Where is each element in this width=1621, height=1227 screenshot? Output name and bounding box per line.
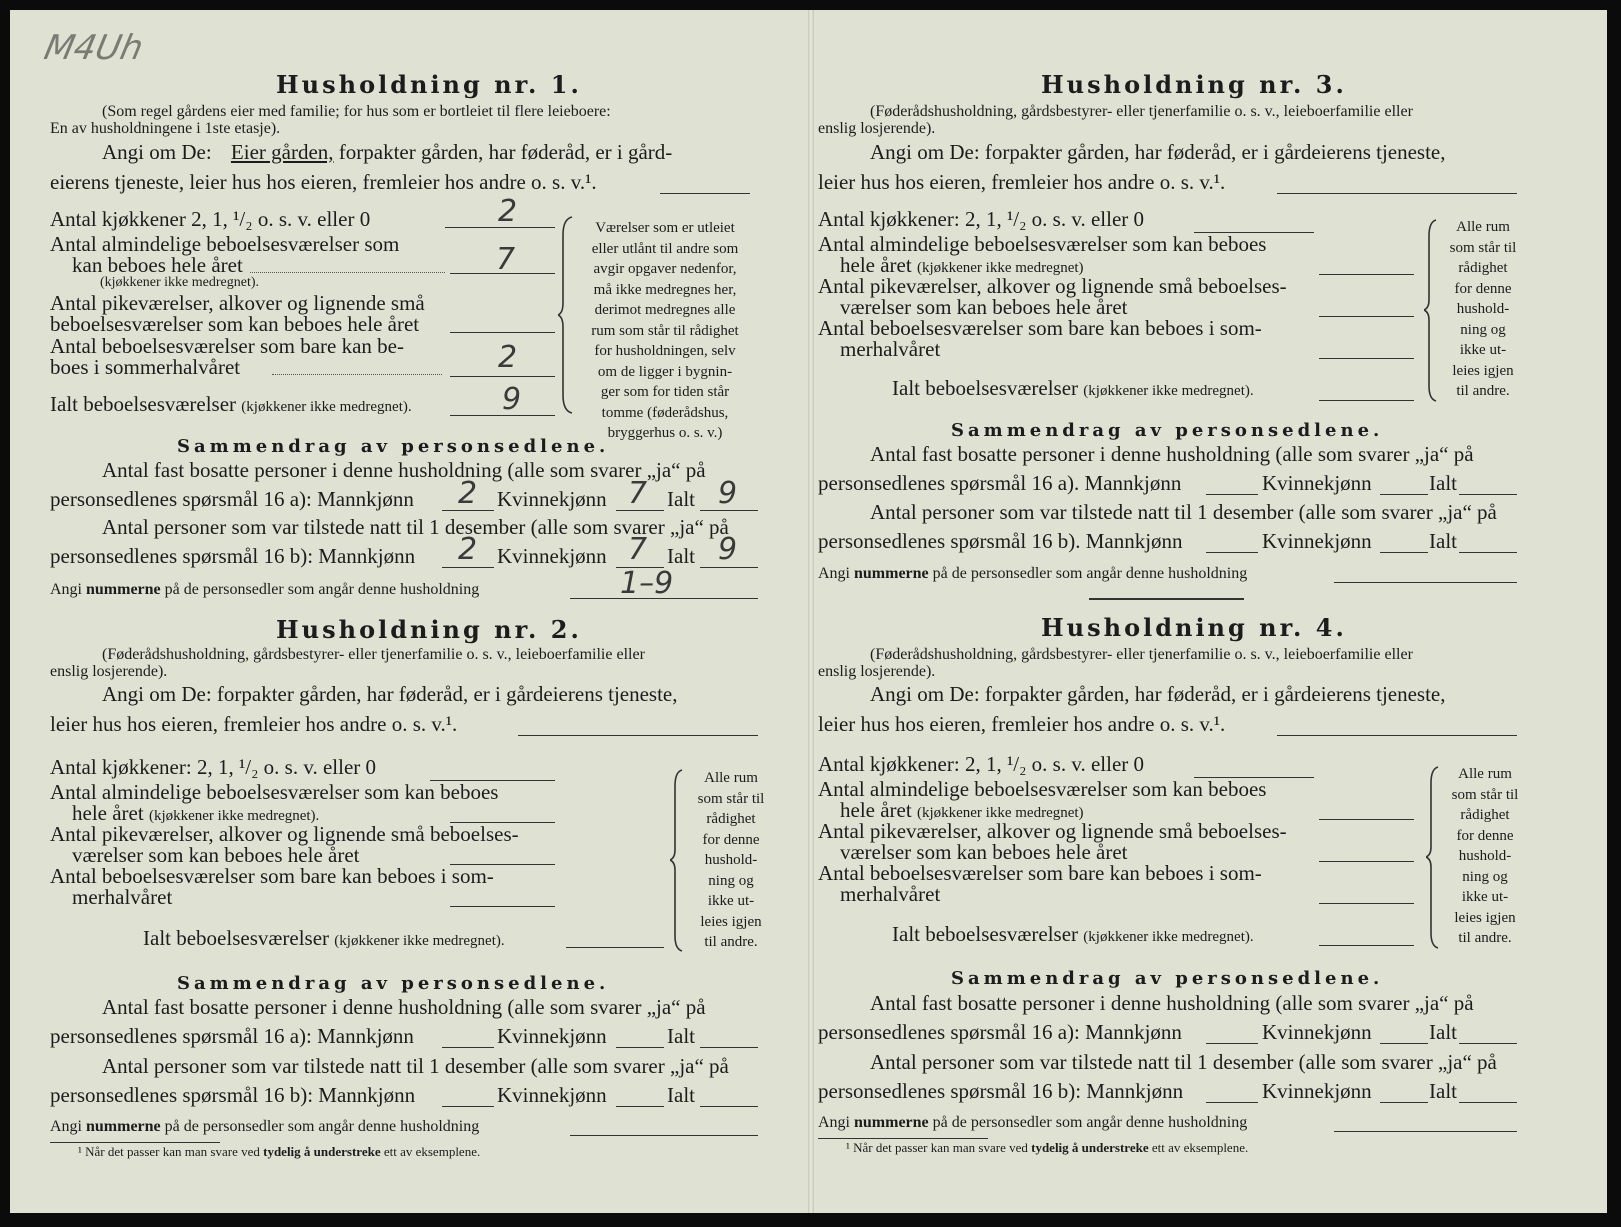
total-rooms-value: 9 [502,382,522,417]
h3-16a-ialt-field[interactable] [1459,494,1517,495]
h4-maid-label-line1: Antal pikeværelser, alkover og lignende små beboelses- [818,819,1287,843]
footnote-rule-right [818,1138,988,1139]
h3-angi-answer-line[interactable] [1277,193,1517,194]
h2-summer-label-line2: merhalvåret [72,885,173,909]
section-divider [1089,598,1244,600]
h4-16b-mann-field[interactable] [1206,1102,1258,1103]
h2-maid-label-line1: Antal pikeværelser, alkover og lignende små beboelses- [50,822,519,846]
h3-16b-kvinne-field[interactable] [1380,552,1428,553]
h2-16b-ialt: Ialt [667,1083,695,1107]
rooms-label-line2: kan beboes hele året [72,253,243,277]
h2-maid-label-line2: værelser som kan beboes hele året [72,843,360,867]
h4-16b-kvinne-field[interactable] [1380,1102,1428,1103]
census-form-sheet [10,10,1607,1213]
summer-rooms-value: 2 [498,340,518,375]
h4-16b-line1: Antal personer som var tilstede natt til 1 desember (alle som svarer „ja“ på [870,1050,1497,1074]
summer-rooms-label-line2: boes i sommerhalvåret [50,355,241,379]
h3-16b-ialt-field[interactable] [1459,552,1517,553]
h3-rooms-label-line1: Antal almindelige beboelsesværelser som kan beboes [818,232,1267,256]
h4-summer-field[interactable] [1319,903,1414,904]
h4-rooms-field[interactable] [1319,819,1414,820]
h3-16b-line1: Antal personer som var tilstede natt til 1 desember (alle som svarer „ja“ på [870,500,1497,524]
h2-16b-ialt-field[interactable] [700,1106,758,1107]
h4-16a-line1: Antal fast bosatte personer i denne husholdning (alle som svarer „ja“ på [870,991,1474,1015]
household-4-summary-title: Sammendrag av personsedlene. [951,968,1384,989]
angi-rest: forpakter gården, har føderåd, er i gård- [338,140,673,164]
h1-16b-ialt: Ialt [667,544,695,568]
h4-16b-line2: personsedlenes spørsmål 16 b): Mannkjønn [818,1079,1184,1103]
kitchens-label: Antal kjøkkener 2, 1, ¹/₂ o. s. v. eller 0 [50,207,371,231]
h3-16b-kvinne: Kvinnekjønn [1262,529,1372,553]
rooms-value: 7 [496,242,516,277]
total-rooms-label [50,392,412,417]
maid-rooms-label-line2: beboelsesværelser som kan beboes hele året [50,312,420,336]
household-2-summary-title: Sammendrag av personsedlene. [177,973,610,994]
h4-16a-mann-field[interactable] [1206,1043,1258,1044]
h3-16a-mann-field[interactable] [1206,494,1258,495]
h4-summer-label-line2: merhalvåret [840,882,941,906]
h4-16b-kvinne: Kvinnekjønn [1262,1079,1372,1103]
household-2-note-line1: (Føderådshusholdning, gårdsbestyrer- eller tjenerfamilie o. s. v., leieboerfamilie eller [102,646,645,663]
h1-16b-line2: personsedlenes spørsmål 16 b): Mannkjønn [50,544,416,568]
right-page [814,10,1607,1213]
h2-16a-ialt-field[interactable] [700,1047,758,1048]
h3-rooms-label-line2: hele året (kjøkkener ikke medregnet) [840,253,1084,277]
household-1-note-line1: (Som regel gårdens eier med familie; for hus som er bortleiet til flere leieboere: [102,103,611,120]
brace-4 [1426,765,1440,950]
total-rooms-paren: (kjøkkener ikke medregnet). [241,399,412,415]
maid-rooms-label-line1: Antal pikeværelser, alkover og lignende små [50,291,425,315]
h3-maid-field[interactable] [1319,316,1414,317]
household-4-angi-line2: leier hus hos eieren, fremleier hos andre o. s. v.¹. [818,712,1226,736]
h2-angi-answer-line[interactable] [518,735,758,736]
rooms-label-line1: Antal almindelige beboelsesværelser som [50,232,400,256]
household-2-note-line2: enslig losjerende). [50,663,168,680]
h3-summer-field[interactable] [1319,358,1414,359]
h4-maid-label-line2: værelser som kan beboes hele året [840,840,1128,864]
h2-16a-kvinne: Kvinnekjønn [497,1024,607,1048]
household-4-note-line2: enslig losjerende). [818,663,936,680]
h1-16b-mann-value: 2 [458,532,478,567]
h2-total-field[interactable] [566,947,664,948]
h4-numbers-label: Angi nummerne på de personsedler som angår denne husholdning [818,1114,1248,1131]
h2-summer-field[interactable] [450,906,555,907]
h2-numbers-field[interactable] [570,1135,758,1136]
h3-16b-line2: personsedlenes spørsmål 16 b). Mannkjønn [818,529,1183,553]
h1-16a-mann-value: 2 [458,476,478,511]
footnote-left: ¹ Når det passer kan man svare ved tydelig å understreke ett av eksemplene. [78,1144,481,1159]
h3-numbers-label: Angi nummerne på de personsedler som angår denne husholdning [818,565,1248,582]
h2-16b-kvinne-field[interactable] [616,1106,664,1107]
h4-16a-kvinne-field[interactable] [1380,1043,1428,1044]
h3-summer-label-line2: merhalvåret [840,337,941,361]
brace-2 [670,768,684,953]
h3-rooms-field[interactable] [1319,274,1414,275]
household-2-title: Husholdning nr. 2. [276,615,582,644]
household-1-title: Husholdning nr. 1. [276,70,582,99]
brace-1-note: Værelser som er utleiet eller utlånt til andre som avgir opgaver nedenfor, må ikke medregnes her, derimot medregnes alle rum som står til rådighet for husholdningen, selv om de ligger i bygnin- ger som for tiden står tomme (føderådshus, bryggerhus o. s. v.) [591,220,739,441]
h4-16a-ialt: Ialt [1429,1020,1457,1044]
h3-kitchens-label: Antal kjøkkener: 2, 1, ¹/₂ o. s. v. eller 0 [818,207,1145,231]
h4-16a-line2: personsedlenes spørsmål 16 a): Mannkjønn [818,1020,1182,1044]
h3-16a-kvinne-field[interactable] [1380,494,1428,495]
h2-total-label: Ialt beboelsesværelser (kjøkkener ikke medregnet). [143,926,505,950]
h3-maid-label-line2: værelser som kan beboes hele året [840,295,1128,319]
footnote-right: ¹ Når det passer kan man svare ved tydelig å understreke ett av eksemplene. [846,1140,1249,1155]
h2-numbers-label: Angi nummerne på de personsedler som angår denne husholdning [50,1118,480,1135]
h3-16a-line1: Antal fast bosatte personer i denne husholdning (alle som svarer „ja“ på [870,442,1474,466]
household-3-title: Husholdning nr. 3. [1041,70,1347,99]
h1-16a-kvinne: Kvinnekjønn [497,487,607,511]
brace-2-note: Alle rum som står til rådighet for denne hushold- ning og ikke ut- leies igjen til andre. [697,770,765,950]
summer-leader-dots [272,374,442,375]
maid-rooms-field[interactable] [450,332,555,333]
household-4-note-line1: (Føderådshusholdning, gårdsbestyrer- eller tjenerfamilie o. s. v., leieboerfamilie eller [870,646,1413,663]
h3-numbers-field[interactable] [1334,582,1517,583]
h1-16b-mann-field[interactable] [442,567,494,568]
h1-16b-ialt-field[interactable] [700,567,758,568]
angi-answer-line[interactable] [660,193,750,194]
h2-kitchens-label: Antal kjøkkener: 2, 1, ¹/₂ o. s. v. eller 0 [50,755,377,779]
brace-1 [558,215,576,415]
brace-3-note: Alle rum som står til rådighet for denne hushold- ning og ikke ut- leies igjen til andre. [1449,219,1517,399]
h2-rooms-label-line1: Antal almindelige beboelsesværelser som kan beboes [50,780,499,804]
h3-summer-label-line1: Antal beboelsesværelser som bare kan beboes i som- [818,316,1262,340]
footnote-rule [50,1142,220,1143]
h1-16a-line2: personsedlenes spørsmål 16 a): Mannkjønn [50,487,414,511]
h2-16a-ialt: Ialt [667,1024,695,1048]
h3-total-field[interactable] [1319,400,1414,401]
h3-16b-ialt: Ialt [1429,529,1457,553]
angi-prefix: Angi om De: [102,140,212,164]
h3-16a-ialt: Ialt [1429,471,1457,495]
h2-rooms-label-line2: hele året (kjøkkener ikke medregnet). [72,801,320,825]
household-1-angi-line1 [102,140,672,165]
brace-4-note: Alle rum som står til rådighet for denne hushold- ning og ikke ut- leies igjen til andre. [1451,766,1519,946]
h1-numbers-value: 1–9 [620,566,674,601]
h4-total-field[interactable] [1319,945,1414,946]
household-4-title: Husholdning nr. 4. [1041,613,1347,642]
h3-total-label: Ialt beboelsesværelser (kjøkkener ikke medregnet). [892,376,1254,400]
h2-16b-kvinne: Kvinnekjønn [497,1083,607,1107]
h4-kitchens-label: Antal kjøkkener: 2, 1, ¹/₂ o. s. v. eller 0 [818,752,1145,776]
h2-16a-kvinne-field[interactable] [616,1047,664,1048]
rooms-label-note: (kjøkkener ikke medregnet). [100,275,259,290]
h1-16b-kvinne: Kvinnekjønn [497,544,607,568]
h4-16a-kvinne: Kvinnekjønn [1262,1020,1372,1044]
corner-pencil-note: M4Uh [40,28,147,68]
h4-16a-ialt-field[interactable] [1459,1043,1517,1044]
household-4-angi-line1: Angi om De: forpakter gården, har føderåd, er i gårdeierens tjeneste, [870,682,1446,706]
household-3-angi-line1: Angi om De: forpakter gården, har føderåd, er i gårdeierens tjeneste, [870,140,1446,164]
household-3-summary-title: Sammendrag av personsedlene. [951,420,1384,441]
left-page [10,10,808,1213]
h1-16b-ialt-value: 9 [718,532,738,567]
h2-16b-line2: personsedlenes spørsmål 16 b): Mannkjønn [50,1083,416,1107]
h1-16a-ialt: Ialt [667,487,695,511]
h4-total-label: Ialt beboelsesværelser (kjøkkener ikke medregnet). [892,922,1254,946]
h2-16b-line1: Antal personer som var tilstede natt til 1 desember (alle som svarer „ja“ på [102,1054,729,1078]
household-2-angi-line1: Angi om De: forpakter gården, har føderåd, er i gårdeierens tjeneste, [102,682,678,706]
h2-summer-label-line1: Antal beboelsesværelser som bare kan beboes i som- [50,864,494,888]
household-3-angi-line2: leier hus hos eieren, fremleier hos andre o. s. v.¹. [818,170,1226,194]
h4-maid-field[interactable] [1319,861,1414,862]
h4-rooms-label-line2: hele året (kjøkkener ikke medregnet) [840,798,1084,822]
kitchens-value: 2 [498,194,518,229]
h4-16b-ialt: Ialt [1429,1079,1457,1103]
h1-16a-kvinne-value: 7 [628,476,648,511]
total-rooms-prefix: Ialt beboelsesværelser [50,392,237,416]
h1-16a-ialt-value: 9 [718,476,738,511]
h3-16a-line2: personsedlenes spørsmål 16 a). Mannkjønn [818,471,1182,495]
h4-summer-label-line1: Antal beboelsesværelser som bare kan beboes i som- [818,861,1262,885]
h1-16b-kvinne-value: 7 [628,532,648,567]
h3-maid-label-line1: Antal pikeværelser, alkover og lignende små beboelses- [818,274,1287,298]
brace-3 [1424,218,1438,403]
summer-rooms-field[interactable] [450,376,555,377]
h2-16a-line2: personsedlenes spørsmål 16 a): Mannkjønn [50,1024,414,1048]
household-2-angi-line2: leier hus hos eieren, fremleier hos andre o. s. v.¹. [50,712,458,736]
rooms-leader-dots [250,272,445,273]
h4-numbers-field[interactable] [1334,1131,1517,1132]
h2-16b-mann-field[interactable] [442,1106,494,1107]
h3-16a-kvinne: Kvinnekjønn [1262,471,1372,495]
h4-16b-ialt-field[interactable] [1459,1102,1517,1103]
summer-rooms-label-line1: Antal beboelsesværelser som bare kan be- [50,334,404,358]
household-3-note-line1: (Føderådshusholdning, gårdsbestyrer- eller tjenerfamilie o. s. v., leieboerfamilie eller [870,103,1413,120]
h4-angi-answer-line[interactable] [1277,735,1517,736]
h4-rooms-label-line1: Antal almindelige beboelsesværelser som kan beboes [818,777,1267,801]
h2-16a-line1: Antal fast bosatte personer i denne husholdning (alle som svarer „ja“ på [102,995,706,1019]
h2-16a-mann-field[interactable] [442,1047,494,1048]
h1-numbers-label: Angi nummerne på de personsedler som angår denne husholdning [50,581,480,598]
h1-16b-line1: Antal personer som var tilstede natt til 1 desember (alle som svarer „ja“ på [102,515,729,539]
household-1-angi-line2: eierens tjeneste, leier hus hos eieren, fremleier hos andre o. s. v.¹. [50,170,597,194]
household-1-summary-title: Sammendrag av personsedlene. [177,436,610,457]
h3-16b-mann-field[interactable] [1206,552,1258,553]
household-3-note-line2: enslig losjerende). [818,120,936,137]
answer-eier-garden[interactable]: Eier gården, [230,140,334,164]
h1-16a-line1: Antal fast bosatte personer i denne husholdning (alle som svarer „ja“ på [102,458,706,482]
household-1-note-line2: En av husholdningene i 1ste etasje). [50,120,281,137]
